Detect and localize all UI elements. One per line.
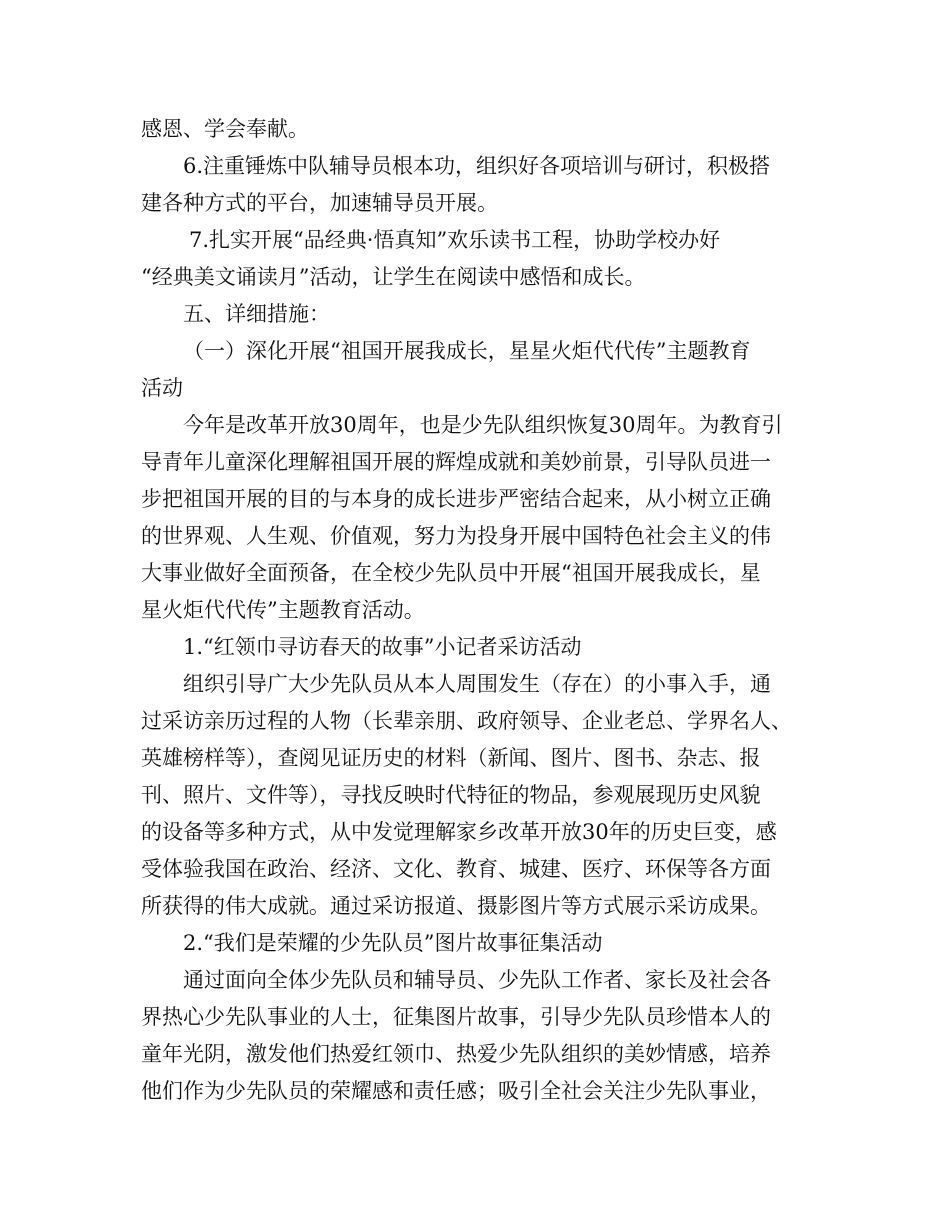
item-heading: 1.“红领巾寻访春天的故事”小记者采访活动 (183, 635, 582, 659)
text-line: 步把祖国开展的目的与本身的成长进步严密结合起来，从小树立正确 (141, 487, 771, 511)
text-line: 星火炬代代传”主题教育活动。 (141, 598, 425, 622)
text-line: 他们作为少先队员的荣耀感和责任感；吸引全社会关注少先队事业， (141, 1079, 771, 1103)
subsection-heading: （一）深化开展“祖国开展我成长，星星火炬代代传”主题教育 (183, 339, 751, 363)
text-line: 界热心少先队事业的人士，征集图片故事，引导少先队员珍惜本人的 (141, 1005, 771, 1029)
text-line: 英雄榜样等），查阅见证历史的材料（新闻、图片、图书、杂志、报 (141, 746, 761, 770)
text-line: 通过面向全体少先队员和辅导员、少先队工作者、家长及社会各 (183, 968, 771, 992)
text-line: 的世界观、人生观、价值观，努力为投身开展中国特色社会主义的伟 (141, 524, 771, 548)
text-line: 今年是改革开放30周年，也是少先队组织恢复30周年。为教育引 (183, 413, 783, 437)
text-line: 导青年儿童深化理解祖国开展的辉煌成就和美妙前景，引导队员进一 (141, 450, 771, 474)
text-line: 建各种方式的平台，加速辅导员开展。 (141, 191, 498, 215)
text-line: 所获得的伟大成就。通过采访报道、摄影图片等方式展示采访成果。 (141, 894, 771, 918)
text-line: 过采访亲历过程的人物（长辈亲朋、政府领导、企业老总、学界名人、 (141, 709, 792, 733)
item-heading: 2.“我们是荣耀的少先队员”图片故事征集活动 (183, 931, 603, 955)
text-line: 刊、照片、文件等），寻找反映时代特征的物品，参观展现历史风貌 (141, 783, 761, 807)
text-line: 6.注重锤炼中队辅导员根本功，组织好各项培训与研讨，积极搭 (183, 154, 771, 178)
text-line: 受体验我国在政治、经济、文化、教育、城建、医疗、环保等各方面 (141, 857, 771, 881)
text-line: 活动 (141, 376, 183, 400)
text-line: 7.扎实开展“品经典·悟真知”欢乐读书工程，协助学校办好 (189, 228, 721, 252)
text-line: 的设备等多种方式，从中发觉理解家乡改革开放30年的历史巨变，感 (141, 820, 777, 844)
document-body (141, 111, 831, 1110)
text-line: 大事业做好全面预备，在全校少先队员中开展“祖国开展我成长，星 (141, 561, 761, 585)
text-line: 感恩、学会奉献。 (141, 117, 309, 141)
text-line: 组织引导广大少先队员从本人周围发生（存在）的小事入手，通 (183, 672, 771, 696)
text-line: 童年光阴，激发他们热爱红领巾、热爱少先队组织的美妙情感，培养 (141, 1042, 771, 1066)
section-heading: 五、详细措施： (183, 302, 330, 326)
text-line: “经典美文诵读月”活动，让学生在阅读中感悟和成长。 (141, 265, 646, 289)
